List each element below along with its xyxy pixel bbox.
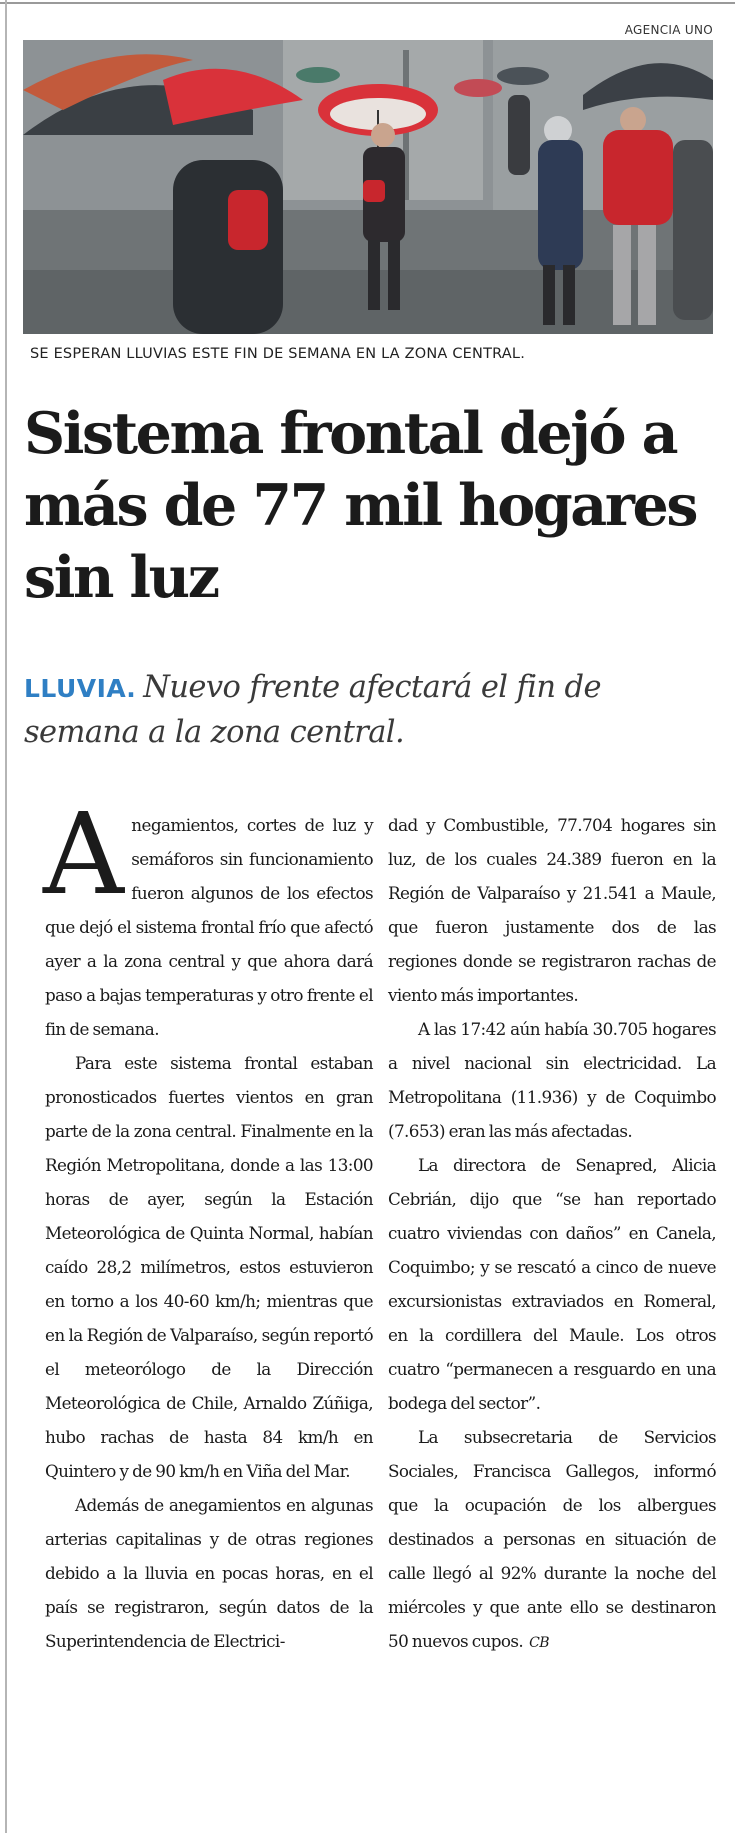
news-photo — [23, 40, 713, 334]
deck — [24, 666, 724, 755]
headline: Sistema frontal dejó a más de 77 mil hogares sin luz — [24, 400, 697, 611]
paragraph-3b: dad y Combustible, 77.704 hogares sin luz, de los cuales 24.389 fueron en la Región de Valparaíso y 21.541 a Maule, que fueron justamente dos de las regiones donde se registraron rachas de viento más importantes. — [388, 815, 716, 1005]
article-column-right — [388, 808, 716, 1660]
paragraph-5: La directora de Senapred, Alicia Cebrián, dijo que “se han reportado cuatro viviendas con daños” en Canela, Coquimbo; y se rescató a cinco de nueve excursionistas extraviados en Romeral, en la cordillera del Maule. Los otros cuatro “permanecen a resguardo en una bodega del sector”. — [388, 1155, 716, 1413]
paragraph-6 — [388, 1420, 716, 1660]
left-column-rule — [5, 0, 7, 1833]
dropcap: A — [43, 790, 124, 920]
kicker-label: LLUVIA — [24, 674, 127, 703]
top-rule — [0, 2, 735, 4]
paragraph-4: A las 17:42 aún había 30.705 hogares a nivel nacional sin electricidad. La Metropolitana (11.936) y de Coquimbo (7.653) eran las más afectadas. — [388, 1019, 716, 1141]
paragraph-1-text: negamientos, cortes de luz y semáforos sin funcionamiento fueron algunos de los efectos que dejó el sistema frontal frío que afectó ayer a la zona central y que ahora dará paso a bajas temperaturas y otro frente el fin de semana. — [45, 815, 373, 1039]
photo-caption: SE ESPERAN LLUVIAS ESTE FIN DE SEMANA EN LA ZONA CENTRAL. — [30, 346, 526, 362]
rainy-street-illustration — [23, 40, 713, 334]
paragraph-6-text: La subsecretaria de Servicios Sociales, Francisca Gallegos, informó que la ocupación de los albergues destinados a personas en situación de calle llegó al 92% durante la noche del miércoles y que ante ello se destinaron 50 nuevos cupos. — [388, 1427, 716, 1651]
article-column-left — [43, 790, 373, 1658]
author-signoff: CB — [529, 1635, 549, 1651]
paragraph-2: Para este sistema frontal estaban pronosticados fuertes vientos en gran parte de la zona central. Finalmente en la Región Metropolitana, donde a las 13:00 horas de ayer, según la Estación Meteorológica de Quinta Normal, habían caído 28,2 milímetros, estos estuvieron en torno a los 40-60 km/h; mientras que en la Región de Valparaíso, según reportó el meteorólogo de la Dirección Meteorológica de Chile, Arnaldo Zúñiga, hubo rachas de hasta 84 km/h en Quintero y de 90 km/h en Viña del Mar. — [45, 1053, 373, 1481]
photo-credit: AGENCIA UNO — [624, 23, 713, 37]
paragraph-1 — [43, 790, 373, 1046]
kicker-dot: . — [126, 674, 144, 703]
deck-text: Nuevo frente afectará el fin de semana a la zona central. — [24, 670, 601, 750]
paragraph-3a: Además de anegamientos en algunas arterias capitalinas y de otras regiones debido a la lluvia en pocas horas, en el país se registraron, según datos de la Superintendencia de Electrici- — [45, 1495, 373, 1651]
